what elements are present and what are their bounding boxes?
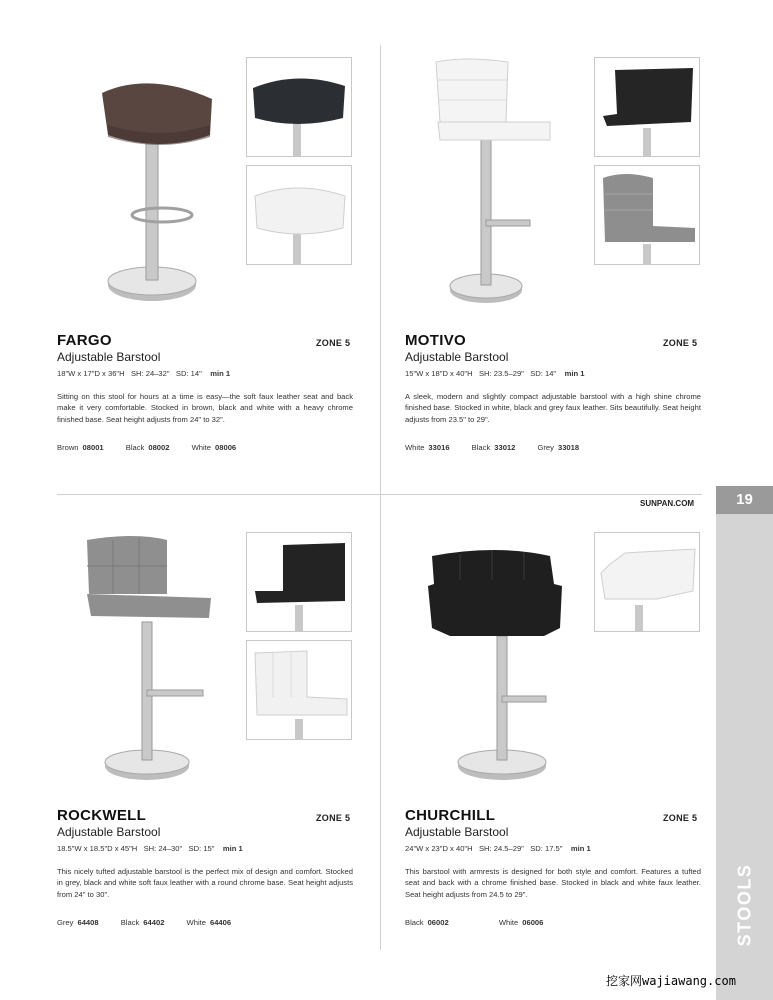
zone-label: ZONE 5 [316,338,351,348]
product-name: MOTIVO [405,332,466,349]
zone-label: ZONE 5 [316,813,351,823]
product-name: ROCKWELL [57,807,147,824]
product-subtitle: Adjustable Barstool [405,825,509,839]
motivo-main-image [410,50,600,320]
product-name: CHURCHILL [405,807,496,824]
rockwell-main-image [75,530,265,800]
product-description: Sitting on this stool for hours at a time is easy—the soft faux leather seat and back make it very comfortable. Stocked in brown, black and white with a heavy chrome finished base. Seat height adjusts from 24" to 32". [57,392,353,424]
zone-label: ZONE 5 [663,813,698,823]
sku-list: Brown 08001 Black 08002 White 08006 [57,443,237,452]
fargo-thumb-black [246,57,352,157]
sku-list: White 33016 Black 33012 Grey 33018 [405,443,580,452]
horizontal-divider [57,494,702,495]
rockwell-thumb-black [246,532,352,632]
site-url: SUNPAN.COM [640,499,695,508]
dimensions: 15"W x 18"D x 40"H SH: 23.5–29" SD: 14" min 1 [405,369,585,378]
churchill-main-image [420,540,610,810]
product-subtitle: Adjustable Barstool [57,350,161,364]
zone-label: ZONE 5 [663,338,698,348]
dimensions: 24"W x 23"D x 40"H SH: 24.5–29" SD: 17.5" min 1 [405,844,591,853]
section-label: STOOLS [734,863,754,947]
vertical-divider [380,45,381,950]
churchill-thumb-white [594,532,700,632]
fargo-thumb-white [246,165,352,265]
motivo-thumb-black [594,57,700,157]
sku-list: Grey 64408 Black 64402 White 64406 [57,918,232,927]
watermark: 挖家网wajiawang.com [606,974,736,988]
product-description: This nicely tufted adjustable barstool is the perfect mix of design and comfort. Stocked in grey, black and white soft faux leather with a round chrome base. Seat height adjusts from 24" to 30". [57,867,353,899]
page-number: 19 [716,486,773,514]
product-subtitle: Adjustable Barstool [405,350,509,364]
dimensions: 18"W x 17"D x 36"H SH: 24–32" SD: 14" min 1 [57,369,231,378]
sku-list: Black 06002 White 06006 [405,918,544,927]
product-description: This barstool with armrests is designed for both style and comfort. Features a tufted seat and back with a chrome finished base. Stocked in black and white faux leather. Seat height adjusts from 24.5 to 29". [405,867,701,899]
motivo-thumb-grey [594,165,700,265]
dimensions: 18.5"W x 18.5"D x 45"H SH: 24–30" SD: 15" min 1 [57,844,243,853]
product-name: FARGO [57,332,112,349]
rockwell-thumb-white [246,640,352,740]
product-subtitle: Adjustable Barstool [57,825,161,839]
product-description: A sleek, modern and slightly compact adjustable barstool with a high shine chrome finished base. Stocked in white, black and grey faux leather. Sits beautifully. Seat height adjusts from 23.5" to 29". [405,392,701,424]
fargo-main-image [72,45,262,315]
